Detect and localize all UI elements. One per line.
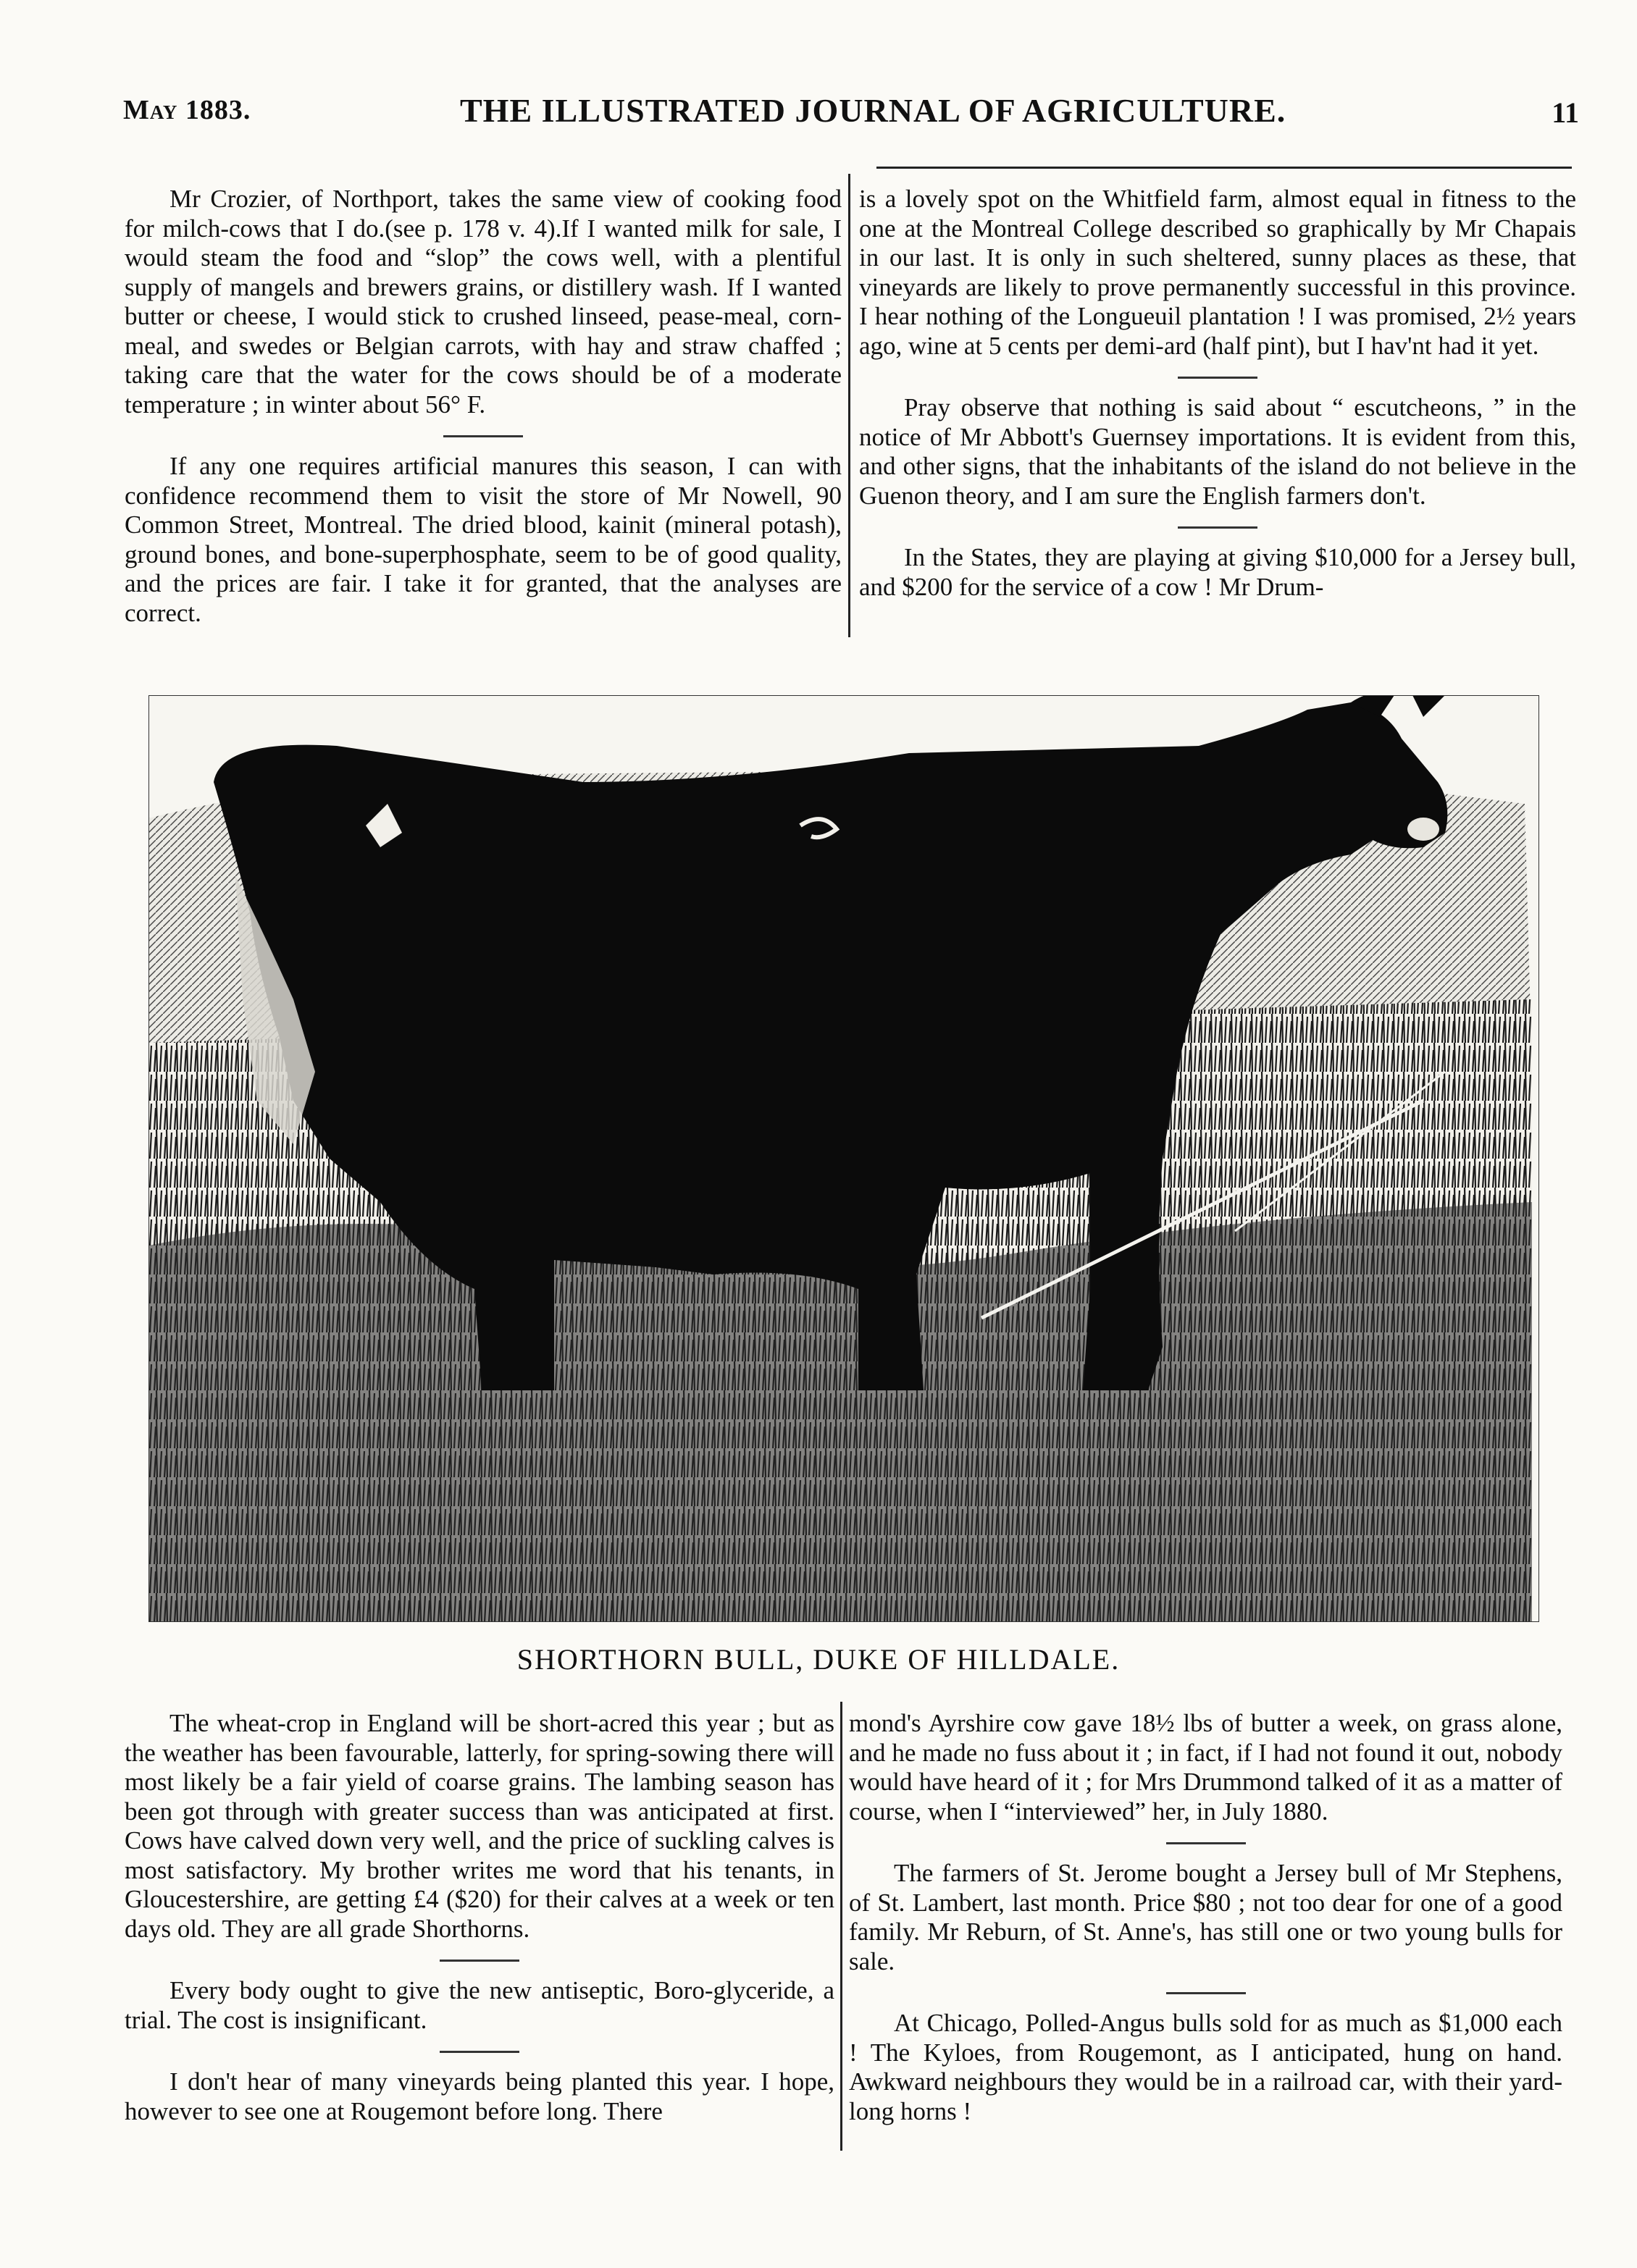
journal-title: THE ILLUSTRATED JOURNAL OF AGRICULTURE. — [460, 92, 1286, 129]
column-divider-top — [848, 174, 850, 637]
paragraph: In the States, they are playing at giving $10,000 for a Jersey bull, and $200 for the service of a cow ! Mr Drum- — [859, 543, 1576, 601]
issue-date: May 1883. — [123, 95, 251, 125]
paragraph: At Chicago, Polled-Angus bulls sold for as much as $1,000 each ! The Kyloes, from Rougemont, as I anticipated, hung on hand. Awkward neighbours they would be in a railroad car, with their yard-long horns ! — [849, 2009, 1562, 2125]
paragraph: I don't hear of many vineyards being planted this year. I hope, however to see one at Rougemont before long. There — [125, 2067, 834, 2125]
page-number: 11 — [1552, 96, 1579, 129]
section-separator — [1178, 526, 1257, 529]
paragraph: The wheat-crop in England will be short-acred this year ; but as the weather has been favourable, latterly, for spring-sowing there will most likely be a fair yield of coarse grains. The lambing season has been got through with greater success than was anticipated at first. Cows have calved down very well, and the price of suckling calves is most satisfactory. My brother writes me word that his tenants, in Gloucestershire, are getting £4 ($20) for their calves at a week or ten days old. They are all grade Shorthorns. — [125, 1709, 834, 1943]
column-bottom-right — [849, 1709, 1562, 2126]
paragraph: is a lovely spot on the Whitfield farm, almost equal in fitness to the one at the Montreal College described so graphically by Mr Chapais in our last. It is only in such sheltered, sunny places as these, that vineyards are likely to prove permanently successful in this province. I hear nothing of the Longueuil plantation ! I was promised, 2½ years ago, wine at 5 cents per demi-ard (half pint), but I hav'nt had it yet. — [859, 185, 1576, 360]
figure-caption: SHORTHORN BULL, DUKE OF HILLDALE. — [516, 1643, 1121, 1676]
column-top-left — [125, 185, 842, 628]
paragraph: Every body ought to give the new antiseptic, Boro-glyceride, a trial. The cost is insignificant. — [125, 1976, 834, 2034]
page-header — [123, 94, 1579, 138]
column-divider-bottom — [840, 1702, 842, 2151]
column-top-right — [859, 185, 1576, 602]
paragraph: mond's Ayrshire cow gave 18½ lbs of butter a week, on grass alone, and he made no fuss about it ; in fact, if I had not found it out, nobody would have heard of it ; for Mrs Drummond talked of it as a matter of course, when I “interviewed” her, in July 1880. — [849, 1709, 1562, 1826]
header-rule — [876, 167, 1572, 169]
section-separator — [1178, 377, 1257, 379]
section-separator — [443, 435, 523, 437]
section-separator — [1166, 1992, 1246, 1994]
bull-engraving — [148, 695, 1539, 1622]
paragraph: If any one requires artificial manures this season, I can with confidence recommend them to visit the store of Mr Nowell, 90 Common Street, Montreal. The dried blood, kainit (mineral potash), ground bones, and bone-superphosphate, seem to be of good quality, and the prices are fair. I take it for granted, that the analyses are correct. — [125, 452, 842, 627]
section-separator — [1166, 1842, 1246, 1844]
paragraph: Mr Crozier, of Northport, takes the same view of cooking food for milch-cows that I do.(see p. 178 v. 4).If I wanted milk for sale, I would steam the food and “slop” the cows well, with a plentiful supply of mangels and brewers grains, or distillery wash. If I wanted butter or cheese, I would stick to crushed linseed, pease-meal, corn-meal, and swedes or Belgian carrots, with hay and straw chaffed ; taking care that the water for the cows should be of a moderate temperature ; in winter about 56° F. — [125, 185, 842, 419]
paragraph: Pray observe that nothing is said about “ escutcheons, ” in the notice of Mr Abbott's Guernsey importations. It is evident from this, and other signs, that the inhabitants of the island do not believe in the Guenon theory, and I am sure the English farmers don't. — [859, 393, 1576, 510]
section-separator — [440, 1960, 519, 1962]
section-separator — [440, 2051, 519, 2053]
column-bottom-left — [125, 1709, 834, 2126]
paragraph: The farmers of St. Jerome bought a Jersey bull of Mr Stephens, of St. Lambert, last month. Price $80 ; not too dear for one of a good family. Mr Reburn, of St. Anne's, has still one or two young bulls for sale. — [849, 1859, 1562, 1975]
